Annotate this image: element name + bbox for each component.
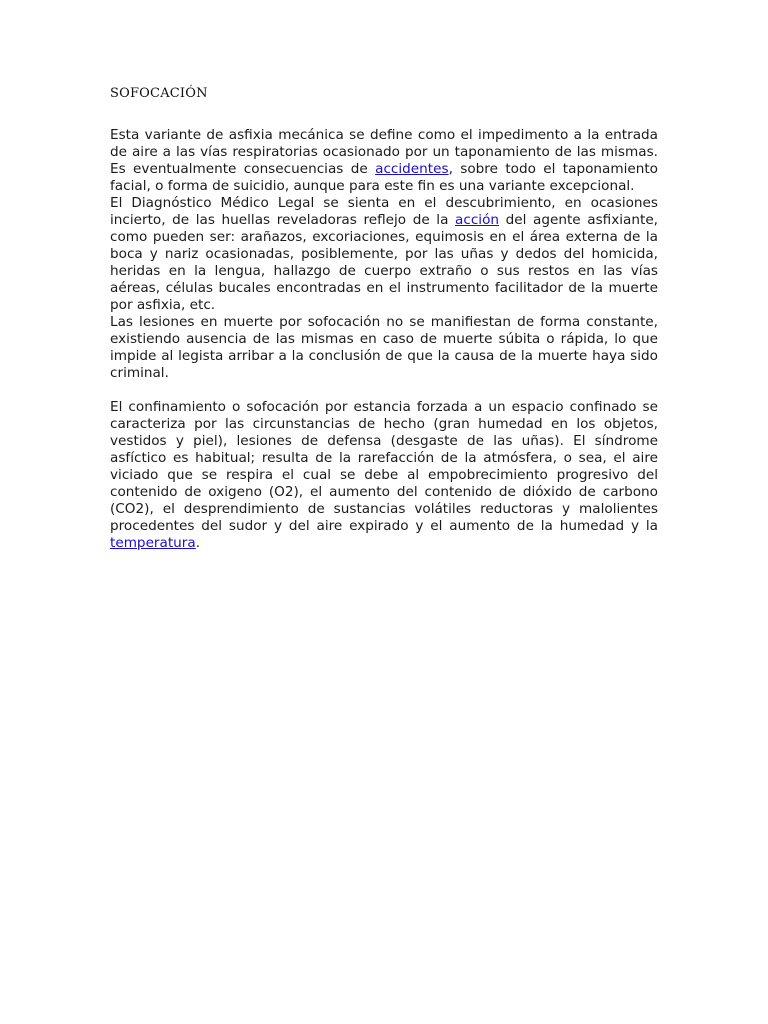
paragraph-4-text-after-link: . [195, 535, 201, 551]
link-accion[interactable]: acción [455, 212, 500, 228]
paragraph-4 [110, 399, 658, 552]
paragraph-1-text-before-link: Esta variante de asfixia mecánica se define como el impedimento a la entrada de aire a las vías respiratorias ocasionado por un taponamiento de las mismas. Es eventualmente consecuencias de [110, 127, 658, 177]
link-temperatura[interactable]: temperatura [110, 535, 196, 551]
paragraph-1-text-after-link: , sobre todo el taponamiento facial, o forma de suicidio, aunque para este fin es una variante excepcional. [110, 161, 658, 194]
paragraph-1 [110, 127, 658, 195]
document-body [110, 127, 658, 552]
document-title: SOFOCACIÓN [110, 86, 208, 101]
paragraph-2-text-before-link: El Diagnóstico Médico Legal se sienta en el descubrimiento, en ocasiones incierto, de las huellas reveladoras reflejo de la [110, 195, 658, 228]
link-accidentes[interactable]: accidentes [375, 161, 449, 177]
paragraph-2 [110, 195, 658, 314]
paragraph-3: Las lesiones en muerte por sofocación no se manifiestan de forma constante, existiendo ausencia de las mismas en caso de muerte súbita o rápida, lo que impide al legista arribar a la conclusión de que la causa de la muerte haya sido criminal. [110, 314, 658, 381]
paragraph-2-text-after-link: del agente asfixiante, como pueden ser: arañazos, excoriaciones, equimosis en el área externa de la boca y nariz ocasionadas, posiblemente, por las uñas y dedos del homicida, heridas en la lengua, hallazgo de cuerpo extraño o sus restos en las vías aéreas, células bucales encontradas en el instrumento facilitador de la muerte por asfixia, etc. [110, 212, 658, 313]
paragraph-4-text-before-link: El confinamiento o sofocación por estancia forzada a un espacio confinado se caracteriza por las circunstancias de hecho (gran humedad en los objetos, vestidos y piel), lesiones de defensa (desgaste de las uñas). El síndrome asfíctico es habitual; resulta de la rarefacción de la atmósfera, o sea, el aire viciado que se respira el cual se debe al empobrecimiento progresivo del contenido de oxigeno (O2), el aumento del contenido de dióxido de carbono (CO2), el desprendimiento de sustancias volátiles reductoras y malolientes procedentes del sudor y del aire expirado y el aumento de la humedad y la [110, 399, 658, 534]
